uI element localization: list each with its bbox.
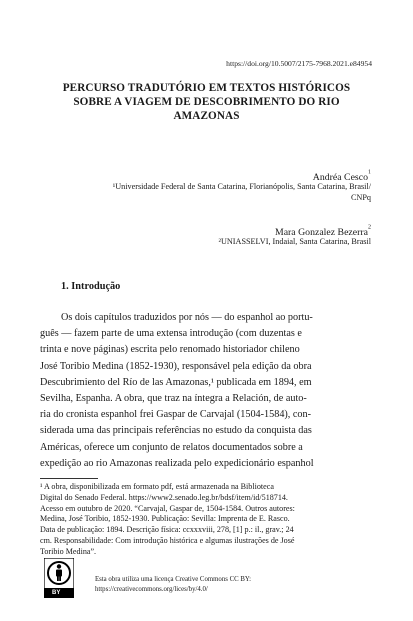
body-line: ria do cronista espanhol frei Gaspar de Carvajal (1504-1584), con- — [40, 409, 312, 421]
body-line: guês — fazem parte de uma extensa introdução (com duzentas e — [40, 328, 302, 340]
footnote-line: Acesso em outubro de 2020. “Carvajal, Gaspar de, 1504-1584. Outros autores: — [40, 503, 295, 513]
affiliation-line: CNPq — [350, 193, 371, 202]
author-2-affiliation — [219, 236, 371, 247]
footnote-line: cm. Responsabilidade: Com introdução histórica e algumas ilustrações de José — [40, 535, 295, 545]
author-marker: 1 — [368, 169, 371, 176]
footnote — [40, 482, 373, 558]
body-line: trinta e nove páginas) escrita pelo renomado historiador chileno — [40, 344, 300, 356]
author-name: Mara Gonzalez Bezerra — [274, 227, 368, 238]
body-text — [40, 310, 373, 472]
license-link[interactable]: https://creativecommons.org/lices/by/4.0/ — [95, 585, 208, 593]
footnote-line: ¹ A obra, disponibilizada em formato pdf, está armazenada na Biblioteca — [40, 482, 274, 491]
body-line: Descubrimiento del Río de las Amazonas,¹ publicada em 1894, em — [40, 376, 312, 388]
body-line: Américas, oferece um conjunto de relatos documentados sobre a — [40, 441, 303, 453]
author-name: Andréa Cesco — [312, 172, 368, 183]
footnote-line: Toribio Medina”. — [40, 546, 97, 556]
license-text — [95, 575, 251, 594]
cc-badge-label: BY — [52, 590, 61, 596]
body-line: siderada uma das principais referências no estudo da conquista das — [40, 425, 312, 437]
footnote-line: Digital do Senado Federal. https://www2.senado.leg.br/bdsf/item/id/518714. — [40, 492, 288, 502]
author-1-affiliation — [113, 181, 371, 203]
footnote-line: Medina, José Toribio, 1852-1930. Publicação: Sevilla: Imprenta de E. Rasco. — [40, 514, 290, 524]
author-marker: 2 — [368, 224, 371, 231]
license-line: Esta obra utiliza uma licença Creative Commons CC BY: — [95, 576, 252, 583]
title-line: PERCURSO TRADUTÓRIO EM TEXTOS HISTÓRICOS — [62, 82, 351, 94]
title-line: SOBRE A VIAGEM DE DESCOBRIMENTO DO RIO — [73, 96, 340, 108]
body-line: José Toribio Medina (1852-1930), responsável pela edição da obra — [40, 360, 312, 372]
article-title — [40, 81, 373, 123]
affiliation-line: ¹Universidade Federal de Santa Catarina, Florianópolis, Santa Catarina, Brasil/ — [112, 182, 371, 191]
doi-link[interactable]: https://doi.org/10.5007/2175-7968.2021.e84954 — [226, 59, 372, 68]
affiliation-line: ²UNIASSELVI, Indaial, Santa Catarina, Brasil — [218, 237, 371, 246]
body-line: Sevilha, Espanha. A obra, que traz na íntegra a Relación, de auto- — [40, 393, 307, 405]
title-line: AMAZONAS — [173, 110, 240, 122]
footnote-rule — [40, 478, 98, 479]
section-heading: 1. Introdução — [61, 281, 121, 292]
body-line: expedição ao rio Amazonas realizada pelo expedicionário espanhol — [40, 457, 314, 469]
footnote-line: Data de publicação: 1894. Descrição física: ccxxxviii, 278, [1] p.: il., grav.; 24 — [40, 525, 294, 535]
body-line: Os dois capítulos traduzidos por nós — do espanhol ao portu- — [61, 312, 313, 323]
